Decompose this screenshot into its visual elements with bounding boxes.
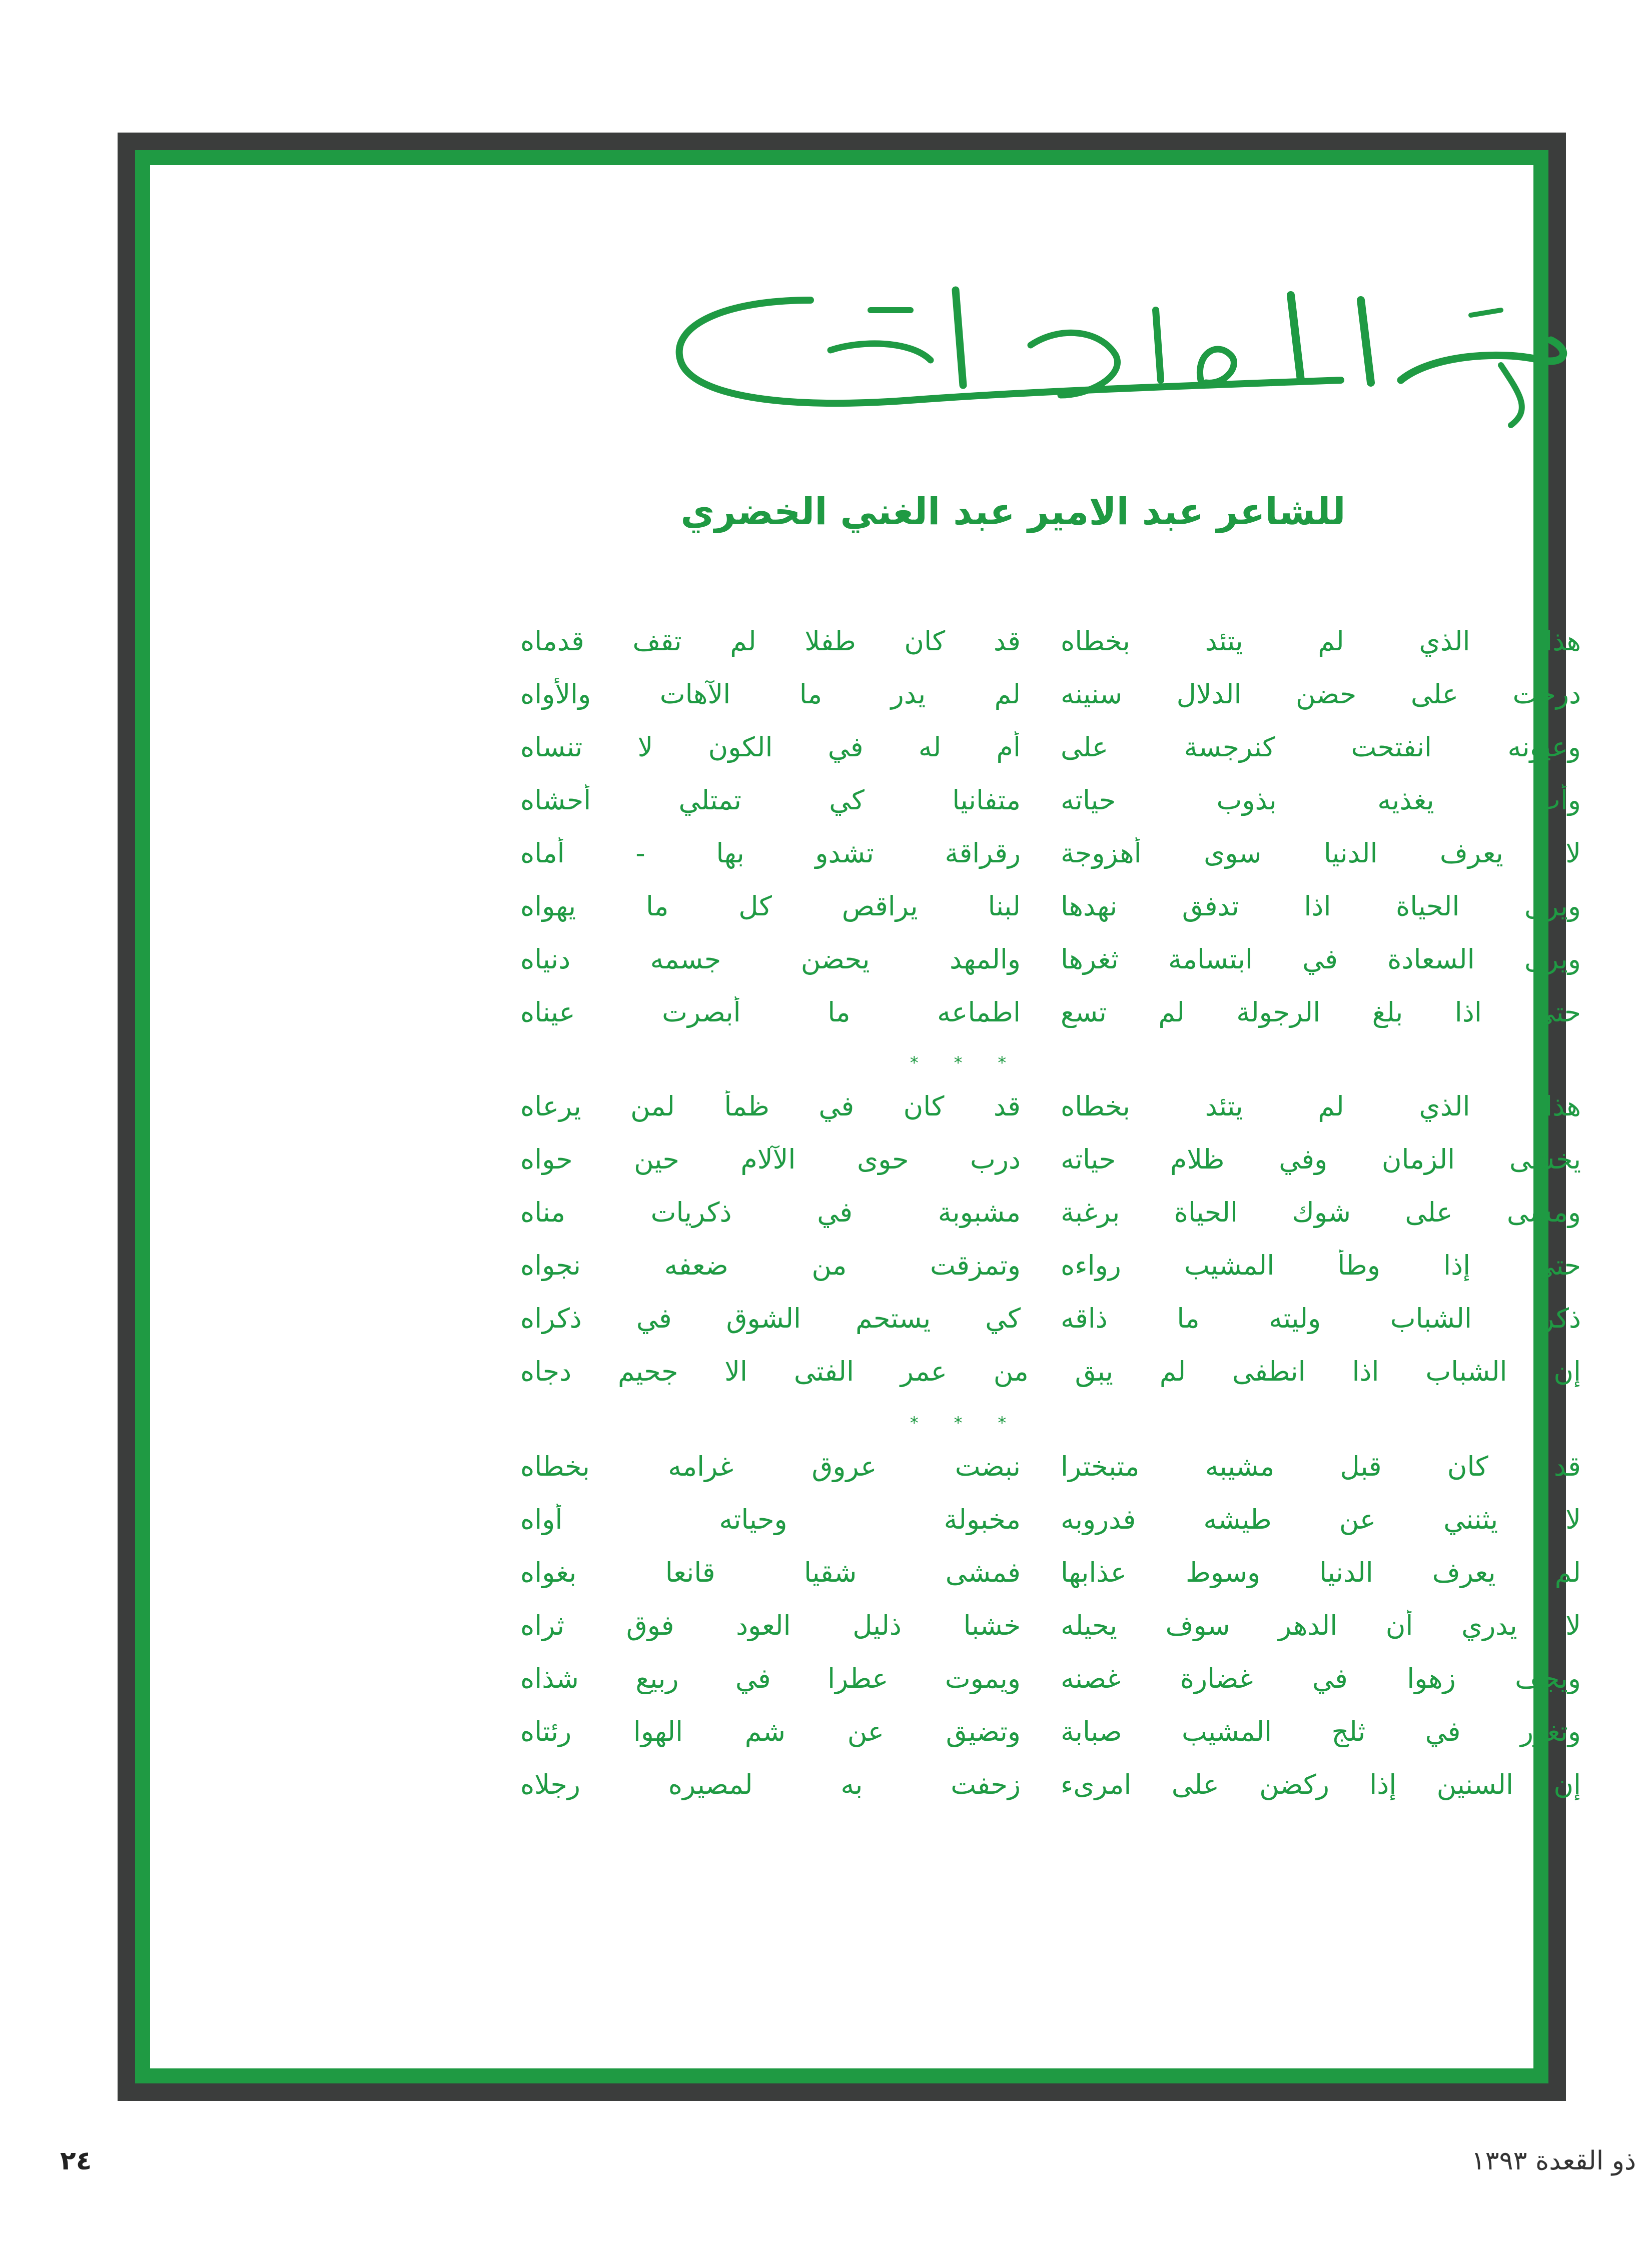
verse-second-hemistich: زحفت به لمصيره رجلاه xyxy=(520,1769,1021,1800)
verse-first-hemistich: هذا الذي لم يتئد بخطاه xyxy=(1061,625,1581,657)
verse xyxy=(370,996,1581,1049)
verse-first-hemistich: قد كان قبل مشيبه متبخترا xyxy=(1061,1451,1581,1482)
verse-first-hemistich: حتى اذا بلغ الرجولة لم تسع xyxy=(1061,996,1581,1028)
verse-second-hemistich: وتضيق عن شم الهوا رئتاه xyxy=(520,1716,1021,1747)
verse-second-hemistich: نبضت عروق غرامه بخطاه xyxy=(520,1451,1021,1482)
verse xyxy=(370,1356,1581,1409)
verse-first-hemistich: هذا الذي لم يتئد بخطاه xyxy=(1061,1090,1581,1122)
verse-second-hemistich: لبنا يراقص كل ما يهواه xyxy=(520,890,1021,922)
verse xyxy=(370,837,1581,890)
verse-second-hemistich: والمهد يحضن جسمه دنياه xyxy=(520,943,1021,975)
verse-second-hemistich: متفانيا كي تمتلي أحشاه xyxy=(520,784,1021,816)
verse-second-hemistich: وتمزقت من ضعفه نجواه xyxy=(520,1250,1021,1281)
calligraphy-title-art xyxy=(650,280,1601,440)
verse-first-hemistich: ويجف زهوا في غضارة غصنه xyxy=(1061,1663,1581,1694)
verse-second-hemistich: اطماعه ما أبصرت عيناه xyxy=(520,996,1021,1028)
verse xyxy=(370,1504,1581,1557)
verse-second-hemistich: فمشى شقيا قانعا بغواه xyxy=(520,1557,1021,1588)
verse-first-hemistich: ومشى على شوك الحياة برغبة xyxy=(1061,1197,1581,1228)
verse-first-hemistich: يخشى الزمان وفي ظلام حياته xyxy=(1061,1144,1581,1175)
calligraphy-title xyxy=(650,280,1601,440)
verse-first-hemistich: إن السنين إذا ركضن على امرىء xyxy=(1061,1769,1581,1800)
frame-content xyxy=(150,165,1581,2068)
verse-second-hemistich: درب حوى الآلام حين حواه xyxy=(520,1144,1021,1175)
verse xyxy=(370,890,1581,943)
issue-date: ذو القعدة ١٣٩٣ xyxy=(1471,2146,1636,2176)
stanza-separator: * * * xyxy=(910,1413,1022,1433)
verse-second-hemistich: أم له في الكون لا تنساه xyxy=(520,731,1021,763)
verse xyxy=(370,1090,1581,1144)
verse-first-hemistich: ذكر الشباب وليته ما ذاقه xyxy=(1061,1303,1581,1334)
verse-first-hemistich: لا يثنني عن طيشه فدروبه xyxy=(1061,1504,1581,1535)
stanza-separator: * * * xyxy=(910,1053,1022,1073)
verse-first-hemistich: لا يدري أن الدهر سوف يحيله xyxy=(1061,1610,1581,1641)
verse xyxy=(370,1557,1581,1610)
verse xyxy=(370,784,1581,837)
verse xyxy=(370,1716,1581,1769)
verse xyxy=(370,625,1581,678)
verse xyxy=(370,1451,1581,1504)
verse xyxy=(370,1250,1581,1303)
stanza-3 xyxy=(370,1451,1581,1822)
verse xyxy=(370,1769,1581,1822)
verse xyxy=(370,731,1581,784)
verse xyxy=(370,1197,1581,1250)
verse-first-hemistich: لا يعرف الدنيا سوى أهزوجة xyxy=(1061,837,1581,869)
verse-second-hemistich: لم يدر ما الآهات والأواه xyxy=(520,678,1021,710)
verse xyxy=(370,1663,1581,1716)
verse-first-hemistich: وتغور في ثلج المشيب صبابة xyxy=(1061,1716,1581,1747)
verse-full-line: إن الشباب اذا انطفى لم يبق من عمر الفتى الا جحيم دجاه xyxy=(520,1356,1581,1387)
verse-second-hemistich: قد كان في ظمأ لمن يرعاه xyxy=(520,1090,1021,1122)
verse xyxy=(370,943,1581,996)
verse xyxy=(370,1610,1581,1663)
verse xyxy=(370,1144,1581,1197)
verse-first-hemistich: ويرى السعادة في ابتسامة ثغرها xyxy=(1061,943,1581,975)
verse-first-hemistich: حتى إذا وطأ المشيب رواءه xyxy=(1061,1250,1581,1281)
verse-first-hemistich: لم يعرف الدنيا وسوط عذابها xyxy=(1061,1557,1581,1588)
verse-second-hemistich: ويموت عطرا في ربيع شذاه xyxy=(520,1663,1021,1694)
page-number: ٢٤ xyxy=(60,2146,92,2176)
verse-second-hemistich: خشبا ذليل العود فوق ثراه xyxy=(520,1610,1021,1641)
stanza-2 xyxy=(370,1090,1581,1409)
frame-green-border xyxy=(135,150,1581,2083)
stanza-1 xyxy=(370,625,1581,1049)
page-frame xyxy=(118,133,1581,2101)
verse-second-hemistich: مخبولة وحياته أواه xyxy=(520,1504,1021,1535)
poet-byline: للشاعر عبد الامير عبد الغني الخضري xyxy=(680,490,1346,533)
verse-second-hemistich: مشبوبة في ذكريات مناه xyxy=(520,1197,1021,1228)
verse-second-hemistich: قد كان طفلا لم تقف قدماه xyxy=(520,625,1021,657)
verse-first-hemistich: ويرى الحياة اذا تدفق نهدها xyxy=(1061,890,1581,922)
verse-first-hemistich: درجت على حضن الدلال سنينه xyxy=(1061,678,1581,710)
verse-first-hemistich: وعيونه انفتحت كنرجسة على xyxy=(1061,731,1581,763)
verse-second-hemistich: كي يستحم الشوق في ذكراه xyxy=(520,1303,1021,1334)
verse-first-hemistich: وأب يغذيه بذوب حياته xyxy=(1061,784,1581,816)
verse xyxy=(370,1303,1581,1356)
verse xyxy=(370,678,1581,731)
verse-second-hemistich: رقراقة تشدو بها - أماه xyxy=(520,837,1021,869)
